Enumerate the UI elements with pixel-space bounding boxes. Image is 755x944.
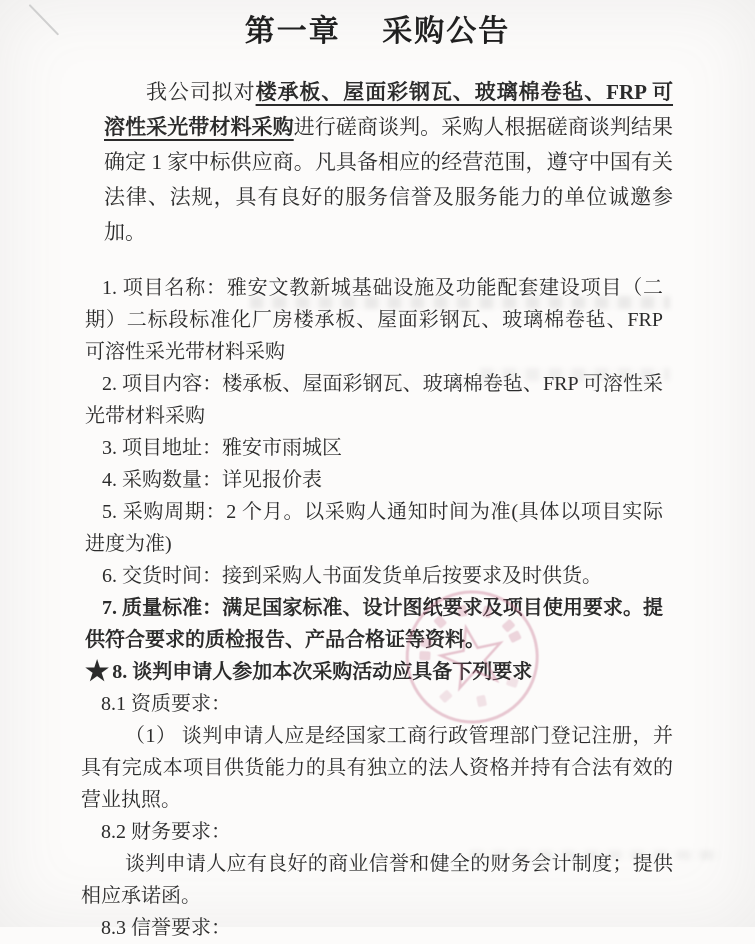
section-heading-reputation: 8.3 信誉要求： <box>101 917 231 939</box>
intro-suffix: 进行磋商谈判。采购人根据磋商谈判结果确定 1 家中标供应商。凡具备相应的经营范围，遵守中国有关法律、法规，具有良好的服务信誉及服务能力的单位诚邀参加。 <box>104 115 674 244</box>
list-item-period: 5. 采购周期：2 个月。以采购人通知时间为准(具体以项目实际进度为准) <box>85 501 663 555</box>
requirements-heading-text: 8. 谈判申请人参加本次采购活动应具备下列要求 <box>112 661 533 683</box>
list-item-quantity: 4. 采购数量：详见报价表 <box>102 469 322 491</box>
procurement-subject-highlight: 楼承板、屋面彩钢瓦、玻璃棉卷毡、FRP 可溶性采光带材料采购 <box>104 80 674 139</box>
list-item-delivery-time: 6. 交货时间：接到采购人书面发货单后按要求及时供货。 <box>102 565 602 587</box>
section-heading-finance: 8.2 财务要求： <box>101 821 231 843</box>
list-item-project-address: 3. 项目地址：雅安市雨城区 <box>102 437 342 459</box>
section-body-qualification: （1） 谈判申请人应是经国家工商行政管理部门登记注册，并具有完成本项目供货能力的具有独立的法人资格并持有合法有效的营业执照。 <box>81 725 673 811</box>
announcement-list <box>85 272 663 688</box>
list-item-requirements <box>85 656 663 688</box>
list-item-project-name: 1. 项目名称：雅安文教新城基础设施及功能配套建设项目（二期）二标段标准化厂房楼承板、屋面彩钢瓦、玻璃棉卷毡、FRP 可溶性采光带材料采购 <box>85 277 663 363</box>
star-icon: ★ <box>85 656 113 686</box>
intro-prefix: 我公司拟对 <box>146 80 256 104</box>
requirement-sections <box>81 688 673 944</box>
list-item-project-content: 2. 项目内容：楼承板、屋面彩钢瓦、玻璃棉卷毡、FRP 可溶性采光带材料采购 <box>85 373 663 427</box>
list-item-quality-standard: 7. 质量标准：满足国家标准、设计图纸要求及项目使用要求。提供符合要求的质检报告、产品合格证等资料。 <box>85 597 663 651</box>
section-body-finance: 谈判申请人应有良好的商业信誉和健全的财务会计制度；提供相应承诺函。 <box>81 853 673 907</box>
section-heading-qualification: 8.1 资质要求： <box>101 693 231 715</box>
page-title: 第一章 采购公告 <box>244 15 511 48</box>
intro-paragraph <box>104 75 673 250</box>
